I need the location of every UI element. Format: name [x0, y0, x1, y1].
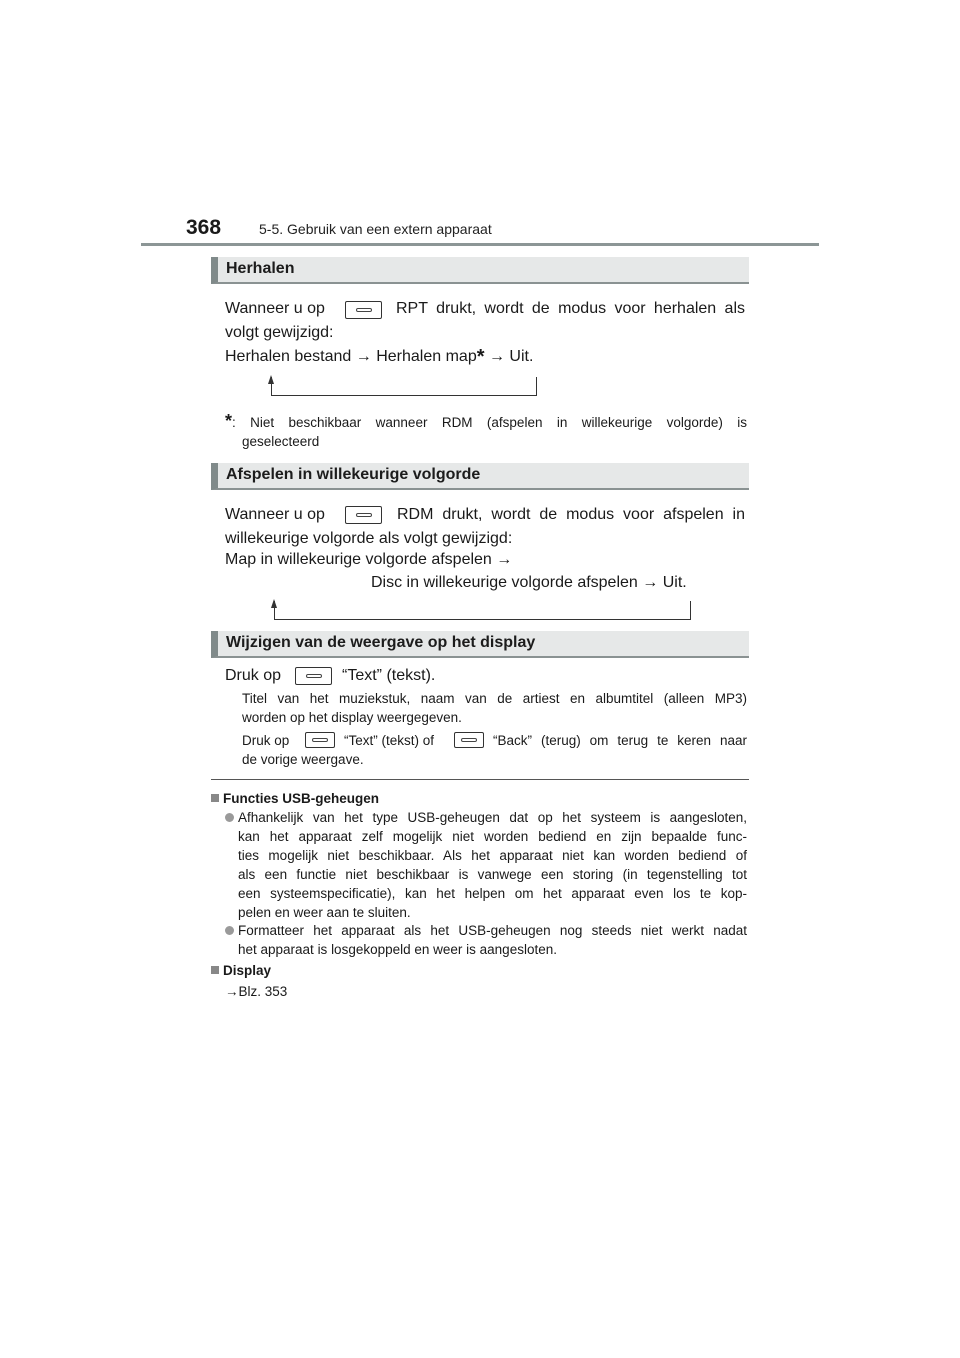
random-line-1-b-wrap	[397, 503, 745, 527]
arrow-icon: →	[642, 574, 659, 591]
random-seq-line-1	[225, 548, 512, 572]
display-desc-b: worden op het display weergegeven.	[242, 710, 462, 725]
random-line-2: willekeurige volgorde als volgt gewijzigd:	[225, 530, 513, 547]
back-button[interactable]	[454, 732, 484, 748]
heading-display-change-text: Wijzigen van de weergave op het display	[226, 634, 536, 651]
usb-p1-line: kan het apparaat zelf mogelijk niet worden bediend en zijn bepaalde func-	[238, 829, 747, 844]
bullet-icon	[225, 813, 234, 822]
display-note-title	[211, 961, 271, 980]
display-back-c-wrap	[493, 731, 747, 750]
repeat-sequence	[225, 345, 533, 369]
random-seq-a: Map in willekeurige volgorde afspelen	[225, 551, 492, 568]
rpt-button-icon	[356, 308, 372, 312]
display-page-ref[interactable]: →Blz. 353	[225, 984, 288, 999]
usb-p1-line: Afhankelijk van het type USB-geheugen dat op het systeem is aangesloten,	[238, 810, 747, 825]
usb-p1-line: pelen en weer aan te sluiten.	[238, 905, 411, 920]
arrow-icon: →	[355, 348, 372, 365]
notes-divider	[211, 779, 749, 780]
repeat-line-2: volgt gewijzigd:	[225, 324, 334, 341]
usb-p1-line: ties mogelijk niet beschikbaar. Als het apparaat niet kan worden bediend of	[238, 848, 747, 863]
rdm-button[interactable]	[345, 506, 382, 524]
footnote-marker: *	[476, 346, 485, 368]
display-back-a: Druk op	[242, 733, 290, 748]
text-button-small-icon	[312, 738, 328, 742]
cycle-arrow-icon	[268, 375, 274, 384]
usb-p1-line: als een functie niet beschikbaar is vanwege een storing (in tegenstelling tot	[238, 867, 747, 882]
usb-p2-line: het apparaat is losgekoppeld en weer is aangesloten.	[238, 942, 557, 957]
bullet-icon	[225, 926, 234, 935]
repeat-seq-b: Herhalen map	[376, 348, 477, 365]
repeat-line-1-a: Wanneer u op	[225, 300, 325, 317]
display-desc-a: Titel van het muziekstuk, naam van de artiest en albumtitel (alleen MP3)	[242, 691, 747, 706]
repeat-seq-a: Herhalen bestand	[225, 348, 352, 365]
display-line-1-b: “Text” (tekst).	[342, 667, 436, 684]
repeat-footnote	[225, 412, 747, 432]
arrow-icon: →	[488, 348, 505, 365]
usb-p2-line: Formatteer het apparaat als het USB-geheugen nog steeds niet werkt nadat	[238, 923, 747, 938]
repeat-line-1-b-wrap	[396, 297, 745, 321]
header-rule	[141, 243, 819, 246]
square-bullet-icon	[211, 794, 219, 802]
back-button-icon	[461, 738, 477, 742]
random-cycle-line	[274, 601, 691, 620]
display-line-1-a: Druk op	[225, 667, 282, 684]
footnote-star: *	[225, 411, 233, 431]
square-bullet-icon	[211, 966, 219, 974]
heading-repeat	[211, 257, 749, 284]
heading-display-change	[211, 631, 749, 658]
footnote-text-a: : Niet beschikbaar wanneer RDM (afspelen in willekeurige volgorde) is	[232, 415, 747, 430]
usb-paragraph-2	[238, 921, 747, 959]
repeat-line-1-b: RPT drukt, wordt de modus voor herhalen als	[396, 300, 745, 317]
page-number: 368	[186, 216, 222, 239]
usb-paragraph-1	[238, 808, 747, 922]
text-button-small[interactable]	[305, 732, 335, 748]
heading-random-text: Afspelen in willekeurige volgorde	[226, 466, 481, 483]
usb-p1-line: een systeemspecificatie), kan het helpen om het apparaat even los te kop-	[238, 886, 747, 901]
text-button[interactable]	[295, 667, 332, 685]
usb-note-title-text: Functies USB-geheugen	[223, 791, 380, 806]
usb-note-title	[211, 789, 379, 808]
display-back-b: “Text” (tekst) of	[344, 733, 435, 748]
random-seq-c: Uit.	[662, 574, 687, 591]
repeat-cycle-line	[271, 377, 537, 396]
display-desc	[242, 689, 747, 727]
random-line-1-b: RDM drukt, wordt de modus voor afspelen in	[397, 506, 745, 523]
heading-random	[211, 463, 749, 490]
rdm-button-icon	[356, 513, 372, 517]
rpt-button[interactable]	[345, 301, 382, 319]
random-seq-b: Disc in willekeurige volgorde afspelen	[371, 574, 638, 591]
arrow-icon: →	[496, 551, 513, 568]
repeat-seq-c: Uit.	[509, 348, 534, 365]
heading-repeat-text: Herhalen	[226, 260, 295, 277]
random-line-1-a: Wanneer u op	[225, 506, 325, 523]
display-back-c: “Back” (terug) om terug te keren naar	[493, 733, 747, 748]
random-seq-line-2	[371, 571, 687, 595]
cycle-arrow-icon	[271, 599, 277, 608]
text-button-icon	[306, 674, 322, 678]
display-note-title-text: Display	[223, 963, 272, 978]
display-back-d: de vorige weergave.	[242, 752, 364, 767]
section-title: 5-5. Gebruik van een extern apparaat	[259, 221, 492, 237]
footnote-text-b: geselecteerd	[242, 434, 320, 449]
